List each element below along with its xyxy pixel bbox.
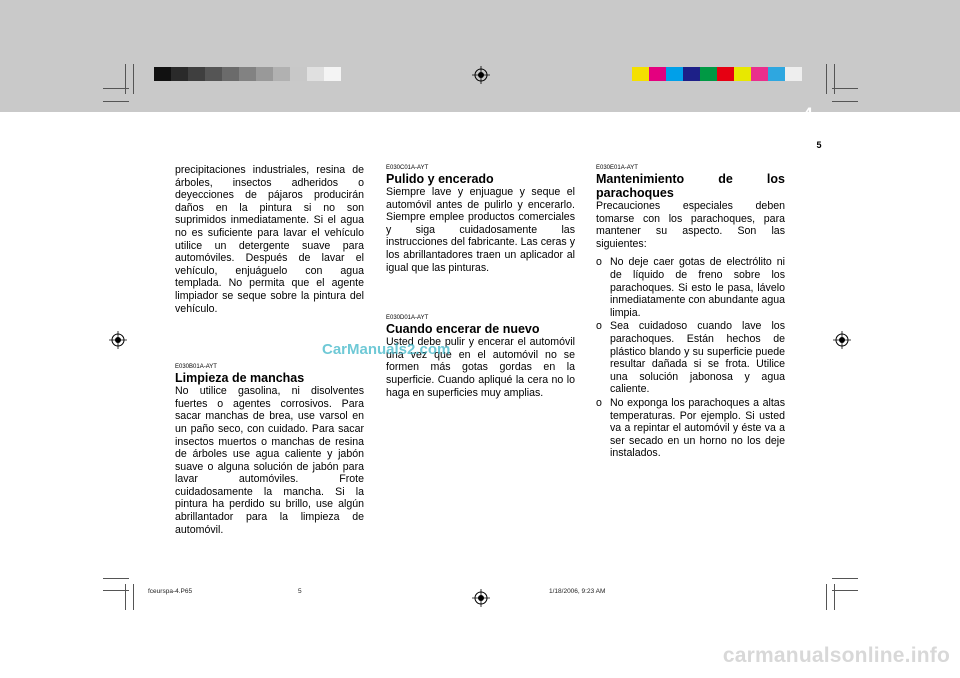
section-code: E030D01A-AYT: [386, 315, 429, 322]
registration-mark-icon: [833, 331, 851, 349]
column-3: [596, 164, 785, 461]
color-swatch: [785, 67, 802, 81]
registration-mark-icon: [109, 331, 127, 349]
color-swatch: [256, 67, 273, 81]
section-body: Usted debe pulir y encerar el automóvil una vez que en el automóvil no se formen más gotas gordas en la superficie. Cuando apliqué la cera no lo haga en superficies muy amplias.: [386, 336, 575, 399]
color-swatch: [717, 67, 734, 81]
color-swatch: [273, 67, 290, 81]
color-swatch: [649, 67, 666, 81]
crop-mark: [103, 590, 129, 591]
page-number-tab: 5: [790, 135, 848, 153]
color-swatch: [205, 67, 222, 81]
crop-mark: [133, 64, 134, 94]
intro-paragraph: precipitaciones industriales, resina de árboles, insectos adheridos o deyecciones de pájaros producirán daños en la pintura si no son suprimidos inmediatamente. Si el agua no es suficiente para lavar el vehículo utilice un detergente suave para automóviles. Después de lavar el vehículo, enjuáguelo con agua templada. No permita que el agente limpiador se seque sobre la pintura del vehículo.: [175, 164, 364, 315]
crop-mark: [832, 88, 858, 89]
crop-mark: [832, 578, 858, 579]
crop-mark: [826, 64, 827, 94]
list-item: o Sea cuidadoso cuando lave los parachoques. Están hechos de plástico blando y su superficie puede resultar dañada si se frota. Utilice una solución jabonosa y agua caliente.: [596, 320, 785, 396]
footer-page: 5: [298, 588, 302, 595]
color-swatch: [683, 67, 700, 81]
grayscale-bar: [154, 67, 341, 81]
crop-mark: [125, 584, 126, 610]
crop-mark: [133, 584, 134, 610]
section-body: No utilice gasolina, ni disolventes fuertes o agentes corrosivos. Para sacar manchas de brea, use varsol en un paño seco, con cuidado. Para sacar insectos muertos o manchas de resina de árboles use agua caliente y jabón suave o alguna solución de jabón para lavar automóviles. Frote cuidadosamente la mancha. Si la pintura ha perdido su brillo, use algún abrillantador para la limpieza de automóvil.: [175, 385, 364, 536]
color-swatch: [307, 67, 324, 81]
registration-mark-icon: [472, 589, 490, 607]
color-swatch: [222, 67, 239, 81]
section-intro: Precauciones especiales deben tomarse con los parachoques, para mantener su aspecto. Son las siguientes:: [596, 200, 785, 250]
color-swatch: [632, 67, 649, 81]
bullet-marker: o: [596, 320, 602, 333]
section-heading: Mantenimiento de los parachoques: [596, 172, 785, 200]
crop-mark: [103, 578, 129, 579]
header-band: [0, 0, 960, 112]
registration-mark-icon: [472, 66, 490, 84]
chapter-number: 4: [803, 104, 813, 123]
section-heading: Pulido y encerado: [386, 172, 494, 186]
color-swatch: [290, 67, 307, 81]
color-swatch: [239, 67, 256, 81]
color-bar: [632, 67, 802, 81]
footer-filename: fceurspa-4.P65: [148, 588, 193, 595]
watermark-text: CarManuals2.com: [322, 341, 451, 358]
section-title: PREVENCION CONTRA LA CORROSIÓN Y BUEN CUIDADO: [547, 113, 795, 123]
color-swatch: [154, 67, 171, 81]
crop-mark: [125, 64, 126, 94]
footer-timestamp: 1/18/2006, 9:23 AM: [549, 588, 606, 595]
color-swatch: [171, 67, 188, 81]
color-swatch: [768, 67, 785, 81]
color-swatch: [666, 67, 683, 81]
color-swatch: [324, 67, 341, 81]
list-item: o No exponga los parachoques a altas temperaturas. Por ejemplo. Si usted va a repintar el automóvil y éste va a ser secado en un horno no los deje instalados.: [596, 396, 785, 460]
section-heading: Cuando encerar de nuevo: [386, 322, 540, 337]
section-code: E030C01A-AYT: [386, 165, 429, 171]
precaution-list: [596, 256, 785, 460]
bullet-marker: o: [596, 256, 602, 269]
crop-mark: [103, 101, 129, 102]
section-heading: Limpieza de manchas: [175, 371, 305, 386]
list-item: o No deje caer gotas de electrólito ni de líquido de freno sobre los parachoques. Si esto le pasa, lávelo inmediatamente con abundante agua limpia.: [596, 256, 785, 319]
column-2: [386, 164, 575, 399]
crop-mark: [826, 584, 827, 610]
color-swatch: [700, 67, 717, 81]
crop-mark: [832, 590, 858, 591]
section-body: Siempre lave y enjuague y seque el automóvil antes de pulirlo y encerarlo. Siempre emplee productos comerciales y siga cuidadosamente las instrucciones del fabricante. Las ceras y los abrillantadores traen un aplicador al igual que las pinturas.: [386, 186, 575, 274]
crop-mark: [834, 64, 835, 94]
site-brand: carmanualsonline.info: [722, 644, 950, 667]
crop-mark: [832, 101, 858, 102]
bullet-marker: o: [596, 396, 602, 409]
section-code: E030E01A-AYT: [596, 165, 638, 171]
crop-mark: [103, 88, 129, 89]
color-swatch: [734, 67, 751, 81]
section-code: E030B01A-AYT: [175, 364, 217, 371]
crop-mark: [834, 584, 835, 610]
color-swatch: [751, 67, 768, 81]
color-swatch: [188, 67, 205, 81]
